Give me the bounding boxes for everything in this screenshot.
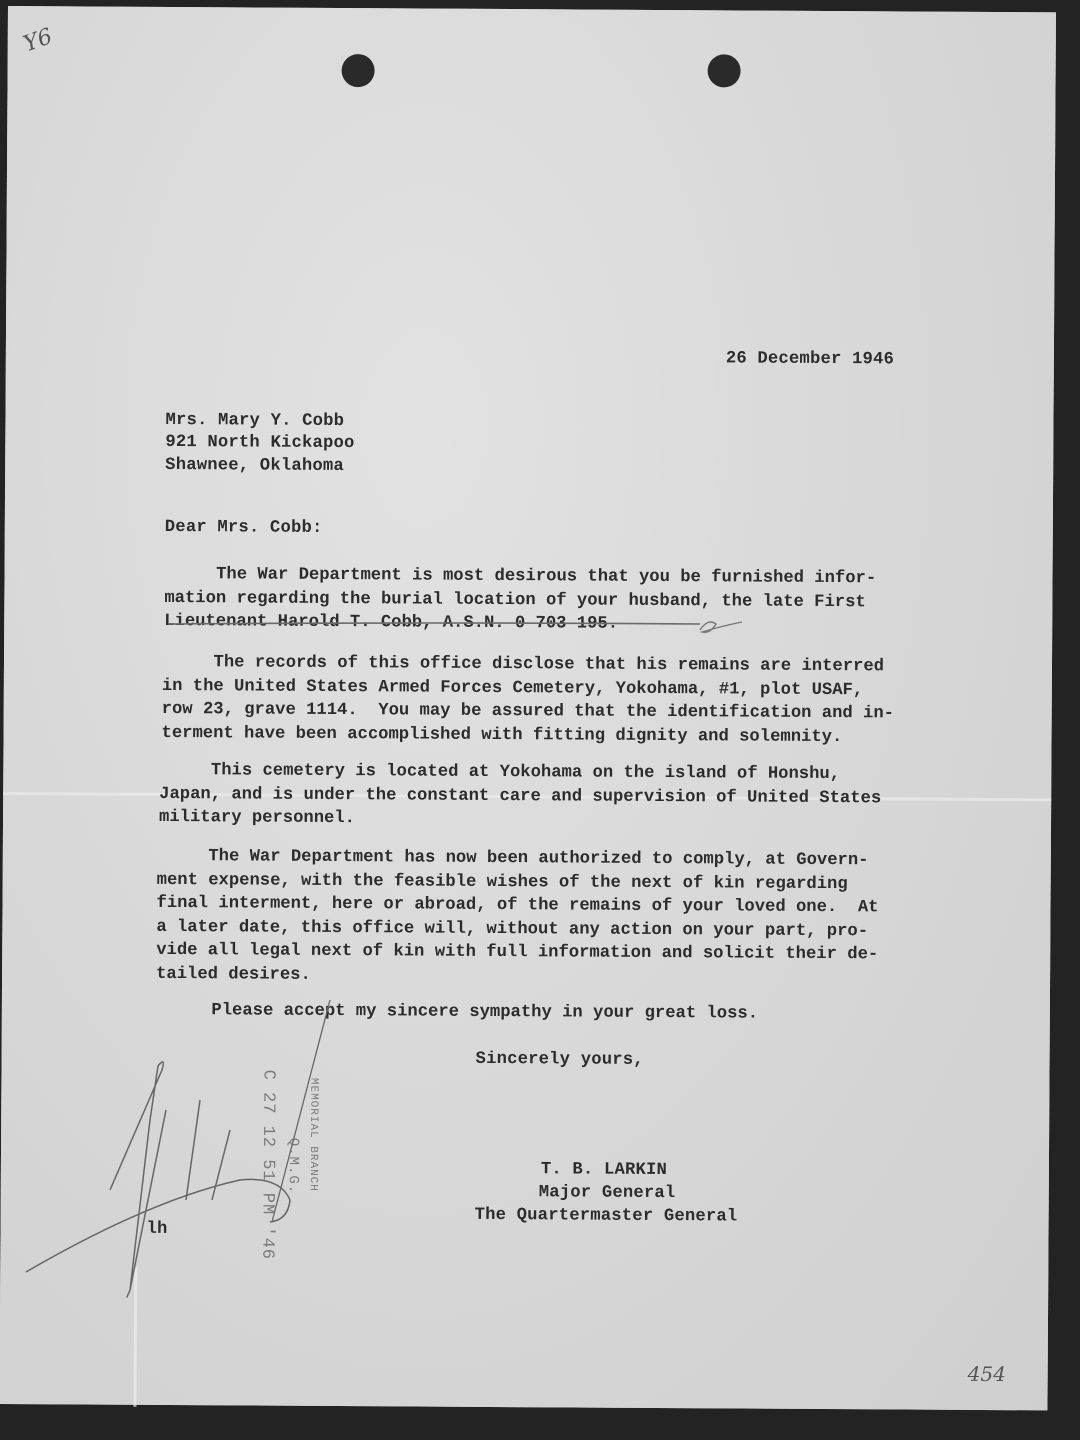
underline-stroke [168,623,700,624]
paragraph-line: The War Department has now been authorized to comply, at Govern- [156,846,869,871]
recipient-street: 921 North Kickapoo [165,432,355,454]
paragraph-line: in the United States Armed Forces Cemetery, Yokohama, #1, plot USAF, [161,676,864,700]
paragraph-line: This cemetery is located at Yokohama on the island of Honshu, [159,760,841,785]
letter-date: 26 December 1946 [725,349,895,370]
paragraph-line: Japan, and is under the constant care and supervision of United States [159,784,882,808]
paragraph-line: Please accept my sincere sympathy in your great loss. [159,1000,759,1024]
recipient-name: Mrs. Mary Y. Cobb [165,410,345,432]
approval-initial-stroke [110,1062,166,1297]
paragraph-line: vide all legal next of kin with full information and solicit their de- [156,940,879,965]
paragraph-line: ment expense, with the feasible wishes of the next of kin regarding [156,870,848,894]
long-pencil-sweep [26,1179,290,1272]
paragraph-line: mation regarding the burial location of your husband, the late First [164,588,866,612]
closing: Sincerely yours, [475,1049,644,1070]
paragraph-line: The War Department is most desirous that you be furnished infor- [164,564,877,589]
recipient-city: Shawnee, Oklahoma [165,455,345,477]
paragraph-line: tailed desires. [156,964,311,985]
signer-rank: Major General [538,1183,676,1204]
typist-initials: lh [146,1219,168,1239]
paragraph-line: a later date, this office will, without any action on your part, pro- [156,917,869,941]
signer-title: The Quartermaster General [474,1205,738,1227]
paragraph-line: row 23, grave 1114. You may be assured that the identification and in- [161,699,895,724]
paragraph-line: Lieutenant Harold T. Cobb, A.S.N. 0 703 195. [164,611,619,634]
paragraph-line: terment have been accomplished with fitting dignity and solemnity. [161,723,843,747]
pencil-mark-bottom: 454 [967,1361,1006,1387]
diagonal-pencil-line [272,1000,330,1222]
signer-name: T. B. LARKIN [540,1160,668,1181]
received-stamp-date: C 27 12 51 PM '46 [257,1069,278,1261]
salutation: Dear Mrs. Cobb: [164,517,323,538]
approval-initial-stroke-2 [186,1100,230,1200]
paragraph-line: The records of this office disclose that his remains are interred [161,652,885,677]
pencil-mark-top: Y6 [20,24,56,58]
paragraph-line: final interment, here or abroad, of the remains of your loved one. At [156,893,879,918]
received-stamp-branch: MEMORIAL BRANCH [306,1077,320,1192]
paragraph-line: military personnel. [158,807,356,829]
check-mark [700,622,742,632]
received-stamp-office: Q.M.G. [284,1137,302,1195]
